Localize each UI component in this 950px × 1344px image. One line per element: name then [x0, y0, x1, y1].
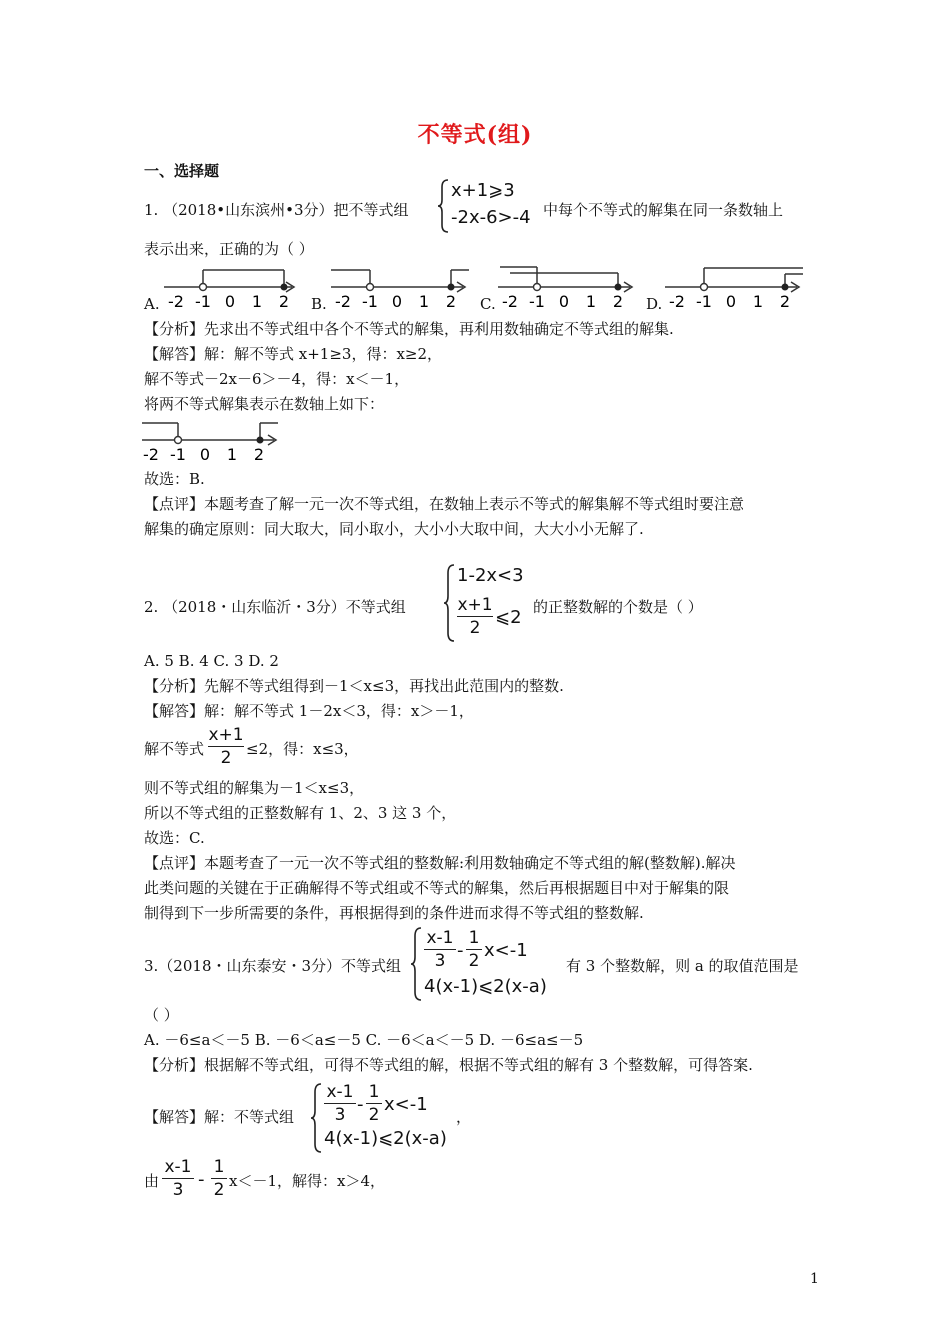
q3-system-line2: 4(x-1)⩽2(x-a)	[424, 976, 547, 997]
tick-label: 2	[612, 292, 624, 311]
fraction-denominator: 3	[334, 1105, 346, 1125]
tick-label: -2	[143, 445, 159, 464]
q3-analysis: 【分析】根据解不等式组，可得不等式组的解，根据不等式组的解有 3 个整数解，可得答案.	[144, 1056, 753, 1074]
q2-system-line1: 1-2x<3	[457, 565, 524, 586]
fraction-numerator: x+1	[457, 595, 493, 615]
tick-label: 0	[224, 292, 236, 311]
q1-option-c-label: C.	[480, 295, 496, 313]
q3-stem-end: （ ）	[144, 1006, 179, 1024]
tick-label: 1	[251, 292, 263, 311]
q1-option-b-number-line	[329, 262, 474, 312]
tick-label: -2	[168, 292, 184, 311]
q2-solution-line1: 【解答】解：解不等式 1－2x＜3，得：x＞－1，	[144, 702, 474, 720]
q2-comment-line3: 制得到下一步所需要的条件，再根据得到的条件进而求得不等式组的整数解.	[144, 904, 644, 922]
q2-fraction	[457, 595, 493, 638]
tick-label: 2	[278, 292, 290, 311]
tick-label: 2	[779, 292, 791, 311]
q3-fraction-2	[466, 928, 482, 971]
tick-label: 1	[418, 292, 430, 311]
q1-option-c-number-line	[496, 262, 641, 312]
fraction-denominator: 2	[220, 748, 232, 768]
tick-label: -1	[170, 445, 186, 464]
fraction-denominator: 2	[469, 618, 481, 638]
page-number: 1	[810, 1271, 819, 1287]
q3-system-line1-rest: x<-1	[384, 1094, 428, 1115]
fraction-denominator: 2	[468, 951, 480, 971]
fraction-numerator: x+1	[208, 725, 244, 745]
q2-analysis: 【分析】先解不等式组得到－1＜x≤3，再找出此范围内的整数.	[144, 677, 564, 695]
tick-label: 2	[253, 445, 265, 464]
q3-solution-line2-end: x＜－1，解得：x＞4，	[229, 1172, 386, 1190]
fraction-denominator: 3	[434, 951, 446, 971]
left-brace-icon	[310, 1082, 324, 1154]
q1-solution-line1: 【解答】解：解不等式 x+1≥3，得：x≥2，	[144, 345, 443, 363]
tick-label: 0	[558, 292, 570, 311]
tick-label: -1	[696, 292, 712, 311]
q3-options: A. －6≤a＜－5 B. －6＜a≤－5 C. －6＜a＜－5 D. －6≤a≤－5	[144, 1031, 584, 1049]
q1-analysis: 【分析】先求出不等式组中各个不等式的解集，再利用数轴确定不等式组的解集.	[144, 320, 674, 338]
q2-inequality-system	[443, 563, 533, 643]
q1-solution-line2: 解不等式－2x－6＞－4，得：x＜－1，	[144, 370, 410, 388]
fraction-numerator: 1	[468, 928, 480, 948]
fraction-numerator: 1	[213, 1157, 225, 1177]
q1-comment-line1: 【点评】本题考查了解一元一次不等式组，在数轴上表示不等式的解集解不等式组时要注意	[144, 495, 745, 513]
q1-system-line1: x+1⩾3	[451, 180, 515, 201]
q1-option-d-label: D.	[646, 295, 663, 313]
q2-solution-fraction	[208, 725, 244, 768]
tick-label: 1	[752, 292, 764, 311]
q2-solution-line2-end: ≤2，得：x≤3，	[246, 740, 359, 758]
q3-fraction-1	[162, 1157, 194, 1200]
fraction-numerator: 1	[368, 1082, 380, 1102]
q3-stem-start: 3.（2018・山东泰安・3分）不等式组	[144, 957, 402, 975]
q3-solution-line2-start: 由	[144, 1172, 160, 1190]
q1-option-d-number-line	[663, 262, 808, 312]
q2-choice: 故选：C.	[144, 829, 205, 847]
q2-system-line2-rest: ⩽2	[495, 607, 522, 628]
q2-comment-line1: 【点评】本题考查了一元一次不等式组的整数解:利用数轴确定不等式组的解(整数解).解决	[144, 854, 736, 872]
q3-comma: ，	[456, 1108, 472, 1126]
fraction-numerator: x-1	[164, 1157, 192, 1177]
tick-label: -2	[669, 292, 685, 311]
q3-fraction-2	[366, 1082, 382, 1125]
left-brace-icon	[443, 563, 457, 643]
q1-choice: 故选：B.	[144, 470, 205, 488]
q3-stem-continue: 有 3 个整数解，则 a 的取值范围是	[566, 957, 799, 975]
fraction-denominator: 3	[172, 1180, 184, 1200]
q1-option-a-number-line	[162, 262, 302, 312]
tick-label: -1	[195, 292, 211, 311]
tick-label: 0	[199, 445, 211, 464]
left-brace-icon	[437, 178, 451, 234]
section-heading: 一、选择题	[144, 162, 220, 180]
q1-stem-start: 1. （2018•山东滨州•3分）把不等式组	[144, 201, 409, 219]
q2-solution-line2-start: 解不等式	[144, 740, 205, 758]
q3-system-line1-rest: x<-1	[484, 940, 528, 961]
q2-options: A. 5 B. 4 C. 3 D. 2	[144, 652, 279, 670]
q1-stem-continue: 中每个不等式的解集在同一条数轴上	[543, 201, 784, 219]
q1-option-b-label: B.	[311, 295, 327, 313]
fraction-denominator: 2	[368, 1105, 380, 1125]
tick-label: 0	[391, 292, 403, 311]
tick-label: 0	[725, 292, 737, 311]
page-title: 不等式(组)	[417, 122, 533, 148]
q2-stem-end: 的正整数解的个数是（ ）	[533, 598, 703, 616]
minus-sign: -	[198, 1169, 205, 1190]
q3-fraction-1	[424, 928, 456, 971]
q1-option-a-label: A.	[144, 295, 160, 313]
q1-system-line2: -2x-6>-4	[451, 207, 531, 228]
tick-label: -2	[502, 292, 518, 311]
q3-solution-system	[310, 1082, 470, 1154]
tick-label: 2	[445, 292, 457, 311]
q1-solution-line3: 将两不等式解集表示在数轴上如下：	[144, 395, 385, 413]
q3-system-line2: 4(x-1)⩽2(x-a)	[324, 1128, 447, 1149]
q2-solution-line3: 则不等式组的解集为－1＜x≤3，	[144, 779, 365, 797]
tick-label: -1	[529, 292, 545, 311]
q2-comment-line2: 此类问题的关键在于正确解得不等式组或不等式的解集，然后再根据题目中对于解集的限	[144, 879, 730, 897]
q3-inequality-system	[410, 926, 570, 1002]
q3-solution-line1: 【解答】解：不等式组	[144, 1108, 295, 1126]
tick-label: -2	[335, 292, 351, 311]
q1-comment-line2: 解集的确定原则：同大取大，同小取小，大小小大取中间，大大小小无解了.	[144, 520, 644, 538]
q1-inequality-system	[437, 178, 543, 234]
q3-fraction-2	[211, 1157, 227, 1200]
q2-stem-start: 2. （2018・山东临沂・3分）不等式组	[144, 598, 406, 616]
tick-label: 1	[585, 292, 597, 311]
fraction-denominator: 2	[213, 1180, 225, 1200]
q1-stem-end: 表示出来，正确的为（ ）	[144, 240, 314, 258]
tick-label: 1	[226, 445, 238, 464]
fraction-numerator: x-1	[326, 1082, 354, 1102]
q1-solution-number-line	[140, 416, 285, 464]
minus-sign: -	[357, 1094, 364, 1115]
tick-label: -1	[362, 292, 378, 311]
minus-sign: -	[457, 940, 464, 961]
left-brace-icon	[410, 926, 424, 1002]
q2-solution-line4: 所以不等式组的正整数解有 1、2、3 这 3 个，	[144, 804, 457, 822]
fraction-numerator: x-1	[426, 928, 454, 948]
q3-fraction-1	[324, 1082, 356, 1125]
